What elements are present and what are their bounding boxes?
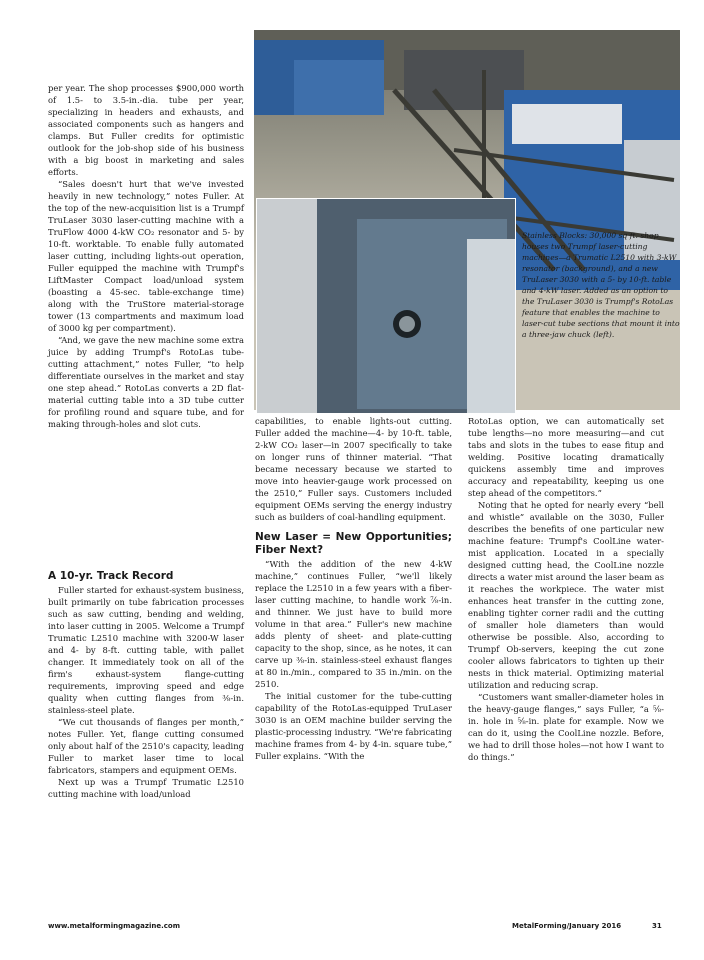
column-1-top (48, 82, 244, 430)
paragraph: “With the addition of the new 4-kW machine,” continues Fuller, “we'll likely replace the L2510 in a few years with a fiber-laser cutting machine, to handle work ⅞-in. and thinner. We just have to build more volume in that area.” Fuller's new machine adds plenty of sheet- and plate-cutting capacity to the shop, since, as he notes, it can carve up ⅜-in. stainless-steel exhaust flanges at 80 in./min., compared to 35 in./min. on the 2510. (255, 559, 452, 689)
chuck-illustration (257, 199, 515, 413)
section-heading-new-laser: New Laser = New Opportunities; Fiber Next? (255, 531, 452, 556)
footer-issue: MetalForming/January 2016 (512, 922, 622, 930)
column-1-bottom (48, 562, 244, 800)
paragraph: The initial customer for the tube-cutting capability of the RotoLas-equipped TruLaser 3030 is an OEM machine builder serving the plastic-processing industry. “We're fabricating machine frames from 4- by 4-in. square tube,” Fuller explains. “With the (255, 691, 453, 761)
paragraph: RotoLas option, we can automatically set tube lengths—no more measuring—and cut tabs and slots in the tubes to ease fitup and welding. Positive locating dramatically quickens assembly time and improves accuracy and repeatability, keeping us one step ahead of the competitors.” (468, 416, 664, 498)
paragraph: “We cut thousands of flanges per month,” notes Fuller. Yet, flange cutting consumed only about half of the 2510's capacity, leading Fuller to market laser time to local fabricators, stampers and equipment OEMs. (48, 717, 244, 775)
paragraph: Noting that he opted for nearly every “bell and whistle” available on the 3030, Fuller describes the benefits of one particular new machine feature: Trumpf's CoolLine water-mist application. Located in a specially designed cutting head, the CoolLine nozzle directs a water mist around the laser beam as it reaches the workpiece. The water mist enhances heat transfer in the cutting zone, enabling tighter corner radii and the cutting of smaller hole diameters than would otherwise be possible. Also, according to Trumpf Ob-servers, keeping the cut zone cooler allows fabricators to tighten up their nests in thick material. Optimizing material utilization and reducing scrap. (468, 500, 664, 690)
paragraph: “Sales doesn't hurt that we've invested heavily in new technology,” notes Fuller. At the top of the new-acquisition list is a Trumpf TruLaser 3030 laser-cutting machine with a TruFlow 4000 4-kW CO₂ resonator and 5- by 10-ft. worktable. To enable fully automated laser cutting, including lights-out operation, Fuller equipped the machine with Trumpf's LiftMaster Compact load/unload system (boasting a 45-sec. table-exchange time) along with the TruStore material-storage tower (13 compartments and maximum load of 3000 kg per compartment). (48, 179, 244, 333)
paragraph: “Customers want smaller-diameter holes in the heavy-gauge flanges,” says Fuller, “a ⅝-in. hole in ⅝-in. plate for example. Now we can do it, using the CoolLine nozzle. Before, we had to drill those holes—not how I want to do things.” (468, 692, 664, 762)
column-2 (255, 415, 452, 762)
paragraph: “And, we gave the new machine some extra juice by adding Trumpf's RotoLas tube-cutting attachment,” notes Fuller, “to help differentiate ourselves in the market and stay one step ahead.” RotoLas converts a 2D flat-material cutting table into a 3D tube cutter for profiling round and square tube, and for making through-holes and slot cuts. (48, 335, 244, 429)
photo-rotolas-chuck (256, 198, 516, 414)
section-heading-track-record: A 10-yr. Track Record (48, 570, 174, 582)
page-number: 31 (652, 922, 662, 930)
paragraph: per year. The shop processes $900,000 worth of 1.5- to 3.5-in.-dia. tube per year, specializing in headers and exhausts, and associated components such as hangers and clamps. But Fuller credits for optimistic outlook for the job-shop side of his business with a big boost in marketing and sales efforts. (48, 83, 244, 177)
paragraph: Next up was a Trumpf Trumatic L2510 cutting machine with load/unload (48, 777, 244, 799)
footer-website: www.metalformingmagazine.com (48, 922, 180, 930)
column-3 (468, 415, 664, 763)
paragraph: capabilities, to enable lights-out cutting. Fuller added the machine—4- by 10-ft. table, 2-kW CO₂ laser—in 2007 specifically to take on longer runs of thinner material. “That became necessary because we started to move into heavier-gauge work processed on the 2510,” Fuller says. Customers included equipment OEMs serving the energy industry such as builders of coal-handling equipment. (255, 416, 452, 522)
paragraph: Fuller started for exhaust-system business, built primarily on tube fabrication processes such as saw cutting, bending and welding, into laser cutting in 2005. Welcome a Trumpf Trumatic L2510 machine with 3200-W laser and 4- by 8-ft. cutting table, with pallet changer. It immediately took on all of the firm's exhaust-system flange-cutting requirements, improving speed and edge quality when cutting flanges from ⅜-in. stainless-steel plate. (48, 585, 244, 715)
photo-caption: Stainless Blocks: 30,000 sq ft. shop houses two Trumpf laser-cutting machines—a Trumatic L2510 with 3-kW resonator (background), and a new TruLaser 3030 with a 5- by 10-ft. table and 4-kW laser. Added as an option to the TruLaser 3030 is Trumpf's RotoLas feature that enables the machine to laser-cut tube sections that mount it into a three-jaw chuck (left). (522, 231, 680, 339)
